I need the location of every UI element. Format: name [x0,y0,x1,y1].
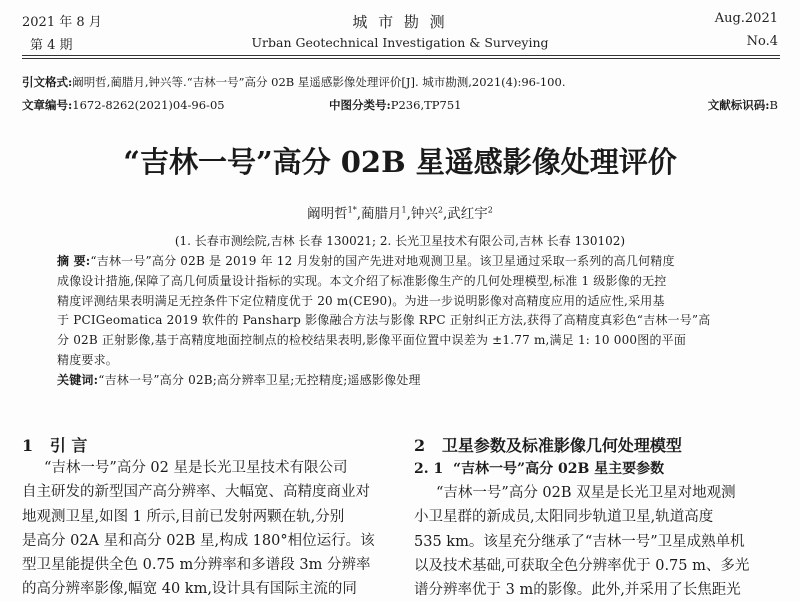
section-1-number: 1 [22,436,34,455]
classification-label: 中图分类号: [329,98,391,112]
left-line-5: 型卫星能提供全色 0.75 m分辨率和多谱段 3m 分辨率 [22,557,371,574]
journal-name-en: Urban Geotechnical Investigation & Surveying [251,35,549,50]
subsection-2-1-heading [414,458,664,478]
left-line-1: “吉林一号”高分 02 星是长光卫星技术有限公司 [44,460,348,476]
header-date-cn: 2021 年 8 月 [22,15,102,30]
section-2-title: 卫星参数及标准影像几何处理模型 [441,436,682,455]
citation-line [22,74,565,90]
paper-title: “吉林一号”高分 02B 星遥感影像处理评价 [123,145,677,179]
document-code-value: B [769,98,778,112]
abstract-line-1: “吉林一号”高分 02B 是 2019 年 12 月发射的国产先进对地观测卫星。该卫星通过采取一系列的高几何精度 [90,254,675,268]
keywords-label: 关键词: [57,372,99,387]
right-line-5: 谱分辨率优于 3 m的影像。此外,并采用了长焦距光 [414,582,741,599]
section-2-heading [414,433,682,456]
author-sep-1: , [356,206,361,222]
journal-name-cn: 城 市 勘 测 [352,13,448,31]
header-rule-bottom [22,58,780,59]
author-line [0,202,800,222]
citation-text: 阚明哲,蔺腊月,钟兴等.“吉林一号”高分 02B 星遥感影像处理评价[J]. 城市勘测,2021(4):96-100. [72,75,566,89]
subsection-2-1-number: 2. 1 [414,461,444,477]
left-column-body [22,456,375,602]
header-issue-cn: 第 4 期 [30,38,73,53]
abstract-line-6: 精度要求。 [57,352,119,367]
subsection-2-1-title: “吉林一号”高分 02B 星主要参数 [452,461,665,477]
author-sep-2: , [406,206,411,222]
article-number-label: 文章编号: [22,98,73,112]
abstract-label: 摘 要: [57,254,91,268]
author-3-affil: 2 [437,205,443,215]
author-3: 钟兴 [410,206,438,222]
affiliations: (1. 长春市测绘院,吉林 长春 130021; 2. 长光卫星技术有限公司,吉林 长春 130102) [174,234,626,248]
abstract-line [57,252,747,272]
left-line-3: 地观测卫星,如图 1 所示,目前已发射两颗在轨,分别 [22,508,345,525]
abstract-line-5: 分 02B 正射影像,基于高精度地面控制点的检校结果表明,影像平面位置中误差为 ±1.77 m,满足 1: 10 000图的平面 [57,333,687,348]
abstract [57,252,747,391]
header-rule-top [22,55,780,56]
keywords-text: “吉林一号”高分 02B;高分辨率卫星;无控精度;遥感影像处理 [98,372,421,387]
left-line-6: 的高分辨率影像,幅宽 40 km,设计具有国际主流的同 [22,581,357,598]
section-1-heading [22,433,87,456]
abstract-line-2: 成像设计措施,保障了高几何质量设计指标的实现。本文介绍了标准影像生产的几何处理模型,标准 1 级影像的无控 [57,273,667,288]
header-date-en: Aug.2021 [714,11,778,26]
citation-label: 引文格式: [22,75,73,89]
right-column-body [414,481,749,602]
section-1-title: 引 言 [49,436,88,455]
classification-value: P236,TP751 [390,98,462,112]
document-code [708,97,778,113]
article-number-value: 1672-8262(2021)04-96-05 [72,98,225,112]
abstract-line-4: 于 PCIGeomatica 2019 软件的 Pansharp 影像融合方法与影像 RPC 正射纠正方法,获得了高精度真彩色“吉林一号”高 [57,313,711,328]
author-2-affil: 1 [401,205,407,215]
left-line-2: 自主研发的新型国产高分辨率、大幅宽、高精度商业对 [22,484,370,501]
author-1: 阚明哲 [307,206,348,222]
keywords [57,371,747,391]
classification-number [329,97,461,113]
section-2-number: 2 [414,436,426,455]
header-issue-en: No.4 [746,34,778,49]
document-code-label: 文献标识码: [707,98,770,112]
author-4-affil: 2 [487,205,493,215]
article-number [22,97,225,113]
right-line-2: 小卫星群的新成员,太阳同步轨道卫星,轨道高度 [414,509,714,526]
author-4: 武红宇 [447,206,488,222]
author-2: 蔺腊月 [361,206,402,222]
left-line-4: 是高分 02A 星和高分 02B 星,构成 180°相位运行。该 [22,532,375,549]
abstract-line-3: 精度评测结果表明满足无控条件下定位精度优于 20 m(CE90)。为进一步说明影像对高精度应用的适应性,采用基 [57,293,665,308]
author-sep-3: , [442,206,448,222]
right-line-1: “吉林一号”高分 02B 双星是长光卫星对地观测 [436,485,736,501]
right-line-3: 535 km。该星充分继承了“吉林一号”卫星成熟单机 [414,533,745,550]
author-1-affil: 1* [347,205,357,215]
right-line-4: 以及技术基础,可获取全色分辨率优于 0.75 m、多光 [414,557,750,574]
